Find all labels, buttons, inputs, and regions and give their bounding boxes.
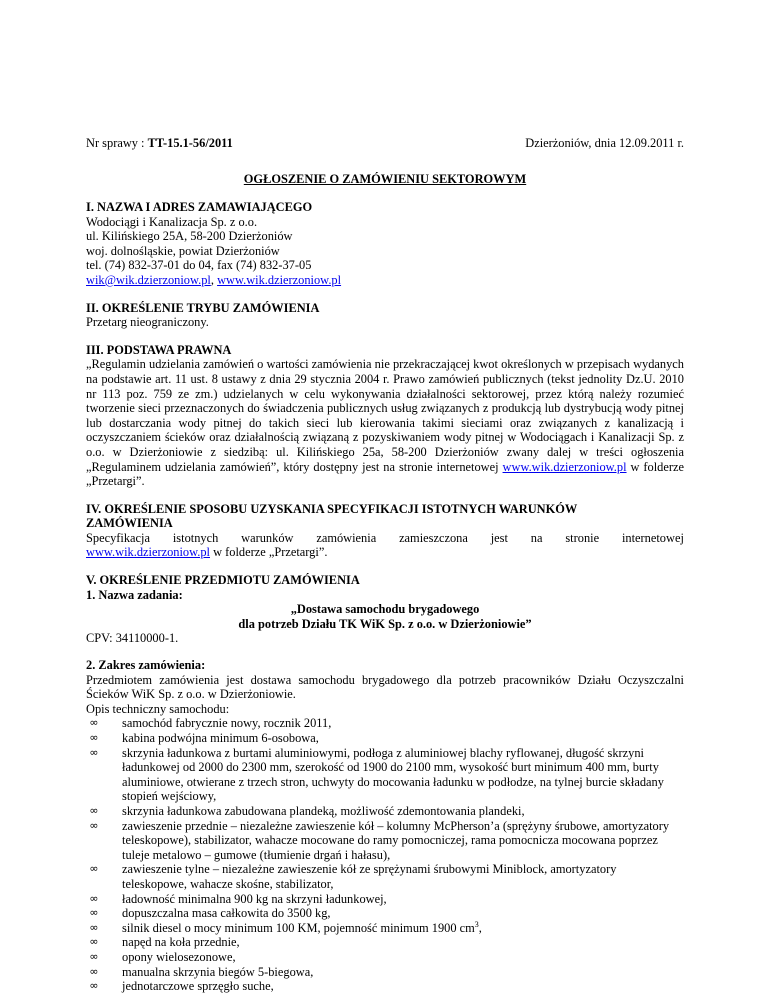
- section-procedure: [86, 301, 684, 330]
- list-item: ∞ skrzynia ładunkowa z burtami aluminiowymi, podłoga z aluminiowej blachy ryflowanej, długość skrzyni ładunkowej od 2000 do 2300 mm, szerokość od 1900 do 2100 mm, wysokość burt minimum 400 mm, burty aluminiowe, otwierane z trzech stron, uchwyty do mocowania ładunku w podłodze, na tylnej burcie składany stopień wejściowy,: [86, 746, 684, 804]
- infinity-bullet-icon: ∞: [89, 920, 99, 934]
- infinity-bullet-icon: ∞: [89, 891, 99, 905]
- infinity-bullet-icon: ∞: [89, 979, 99, 993]
- website-link[interactable]: www.wik.dzierzoniow.pl: [217, 272, 342, 287]
- contact-links: wik@wik.dzierzoniow.pl, www.wik.dzierzoniow.pl: [86, 272, 342, 287]
- list-item: ∞ zawieszenie przednie – niezależne zawieszenie kół – kolumny McPherson’a (sprężyny śrubowe, amortyzatory teleskopowe), stabilizator, wahacze mocowane do ramy pomocniczej, rama pomocnicza mocowana poprzez tuleje metalowo – gumowe (tłumienie drgań i hałasu),: [86, 819, 684, 863]
- document-body: [86, 200, 684, 994]
- infinity-bullet-icon: ∞: [89, 716, 99, 730]
- website-link[interactable]: www.wik.dzierzoniow.pl: [502, 459, 627, 474]
- cpv-code: CPV: 34110000-1.: [86, 631, 179, 646]
- section-heading: I. NAZWA I ADRES ZAMAWIAJĄCEGO: [86, 200, 313, 214]
- section-heading: III. PODSTAWA PRAWNA: [86, 342, 232, 357]
- infinity-bullet-icon: ∞: [89, 818, 99, 832]
- list-item: ∞ ładowność minimalna 900 kg na skrzyni ładunkowej,: [86, 892, 684, 907]
- scope-text: Przedmiotem zamówienia jest dostawa samochodu brygadowego dla potrzeb pracowników Działu Oczyszczalni Ścieków WiK Sp. z o.o. w Dzierżoniowie.: [86, 672, 684, 702]
- website-link[interactable]: www.wik.dzierzoniow.pl: [86, 545, 210, 560]
- infinity-bullet-icon: ∞: [89, 745, 99, 759]
- document-title: OGŁOSZENIE O ZAMÓWIENIU SEKTOROWYM: [243, 172, 527, 186]
- task-name-line1: „Dostawa samochodu brygadowego: [290, 602, 480, 617]
- case-label: Nr sprawy :: [86, 136, 148, 150]
- procedure-text: Przetarg nieograniczony.: [86, 315, 209, 330]
- legal-basis-text: „Regulamin udzielania zamówień o wartości zamówienia nie przekraczającej kwot określonych w przepisach wydanych na podstawie art. 11 ust. 8 ustawy z dnia 29 stycznia 2004 r. Prawo zamówień publicznych (tekst jednolity Dz.U. 2010 nr 113 poz. 759 ze zm.) udzielanych w celu wykonywania działalności sektorowej, przez którą należy rozumieć tworzenie sieci przeznaczonych do świadczenia publicznych usług związanych z produkcją lub dystrybucją wody pitnej lub dostarczania wody pitnej do takich sieci lub kierowania takimi sieciami oraz związanych z kanalizacją i oczyszczaniem ścieków oraz działalnością związaną z pozyskiwaniem wody pitnej w Wodociągach i Kanalizacji Sp. z o.o. w Dzierżoniowie z siedzibą: ul. Kilińskiego 25a, 58-200 Dzierżoniów zwany dalej w treści ogłoszenia „Regulaminem udzielania zamówień”, który dostępny jest na stronie internetowej www.wik.dzierzoniow.pl w folderze „Przetargi”.: [86, 357, 685, 489]
- section-contracting-authority: [86, 200, 684, 288]
- address-line: woj. dolnośląskie, powiat Dzierżoniów: [86, 243, 280, 258]
- list-item: ∞ napęd na koła przednie,: [86, 935, 684, 950]
- section-subject: [86, 573, 684, 994]
- place-date: Dzierżoniów, dnia 12.09.2011 r.: [525, 136, 684, 150]
- list-item: ∞ silnik diesel o mocy minimum 100 KM, pojemność minimum 1900 $cm^3$,: [86, 921, 684, 936]
- case-number: TT-15.1-56/2011: [147, 136, 233, 150]
- infinity-bullet-icon: ∞: [89, 731, 99, 744]
- list-item: ∞ zawieszenie tylne – niezależne zawieszenie kół ze sprężynami śrubowymi Miniblock, amortyzatory teleskopowe, wahacze skośne, stabilizator,: [86, 862, 684, 891]
- address-line: Wodociągi i Kanalizacja Sp. z o.o.: [86, 214, 258, 229]
- tech-spec-list: [86, 716, 684, 993]
- email-link[interactable]: wik@wik.dzierzoniow.pl: [86, 272, 211, 287]
- list-item: ∞ opony wielosezonowe,: [86, 950, 684, 965]
- address-line: ul. Kilińskiego 25A, 58-200 Dzierżoniów: [86, 229, 293, 244]
- section-heading: IV. OKREŚLENIE SPOSOBU UZYSKANIA SPECYFIKACJI ISTOTNYCH WARUNKÓW: [86, 501, 578, 516]
- infinity-bullet-icon: ∞: [89, 949, 99, 963]
- spec-text-line2: www.wik.dzierzoniow.pl w folderze „Przetargi”.: [86, 545, 328, 560]
- infinity-bullet-icon: ∞: [89, 935, 99, 949]
- infinity-bullet-icon: ∞: [89, 803, 99, 817]
- task-name-heading: 1. Nazwa zadania:: [86, 587, 183, 602]
- tech-desc-label: Opis techniczny samochodu:: [86, 701, 230, 716]
- section-heading: II. OKREŚLENIE TRYBU ZAMÓWIENIA: [86, 300, 320, 315]
- section-legal-basis: [86, 343, 684, 489]
- section-heading-cont: ZAMÓWIENIA: [86, 516, 173, 531]
- list-item: ∞ kabina podwójna minimum 6-osobowa,: [86, 731, 684, 746]
- section-heading: V. OKREŚLENIE PRZEDMIOTU ZAMÓWIENIA: [86, 573, 360, 588]
- case-number-line: [86, 136, 233, 151]
- infinity-bullet-icon: ∞: [89, 906, 99, 920]
- list-item: ∞ dopuszczalna masa całkowita do 3500 kg,: [86, 906, 684, 921]
- infinity-bullet-icon: ∞: [89, 964, 99, 978]
- scope-heading: 2. Zakres zamówienia:: [86, 658, 206, 673]
- list-item: ∞ jednotarczowe sprzęgło suche,: [86, 979, 684, 994]
- list-item: ∞ skrzynia ładunkowa zabudowana plandeką, możliwość zdemontowania plandeki,: [86, 804, 684, 819]
- list-item: ∞ samochód fabrycznie nowy, rocznik 2011,: [86, 716, 684, 731]
- section-specification: [86, 502, 684, 560]
- task-name-line2: dla potrzeb Działu TK WiK Sp. z o.o. w Dzierżoniowie”: [238, 616, 532, 631]
- list-item: ∞ manualna skrzynia biegów 5-biegowa,: [86, 965, 684, 980]
- infinity-bullet-icon: ∞: [89, 862, 99, 876]
- spec-text-line: Specyfikacja istotnych warunków zamówienia zamieszczona jest na stronie internetowej: [86, 530, 684, 545]
- phone-line: tel. (74) 832-37-01 do 04, fax (74) 832-37-05: [86, 258, 312, 273]
